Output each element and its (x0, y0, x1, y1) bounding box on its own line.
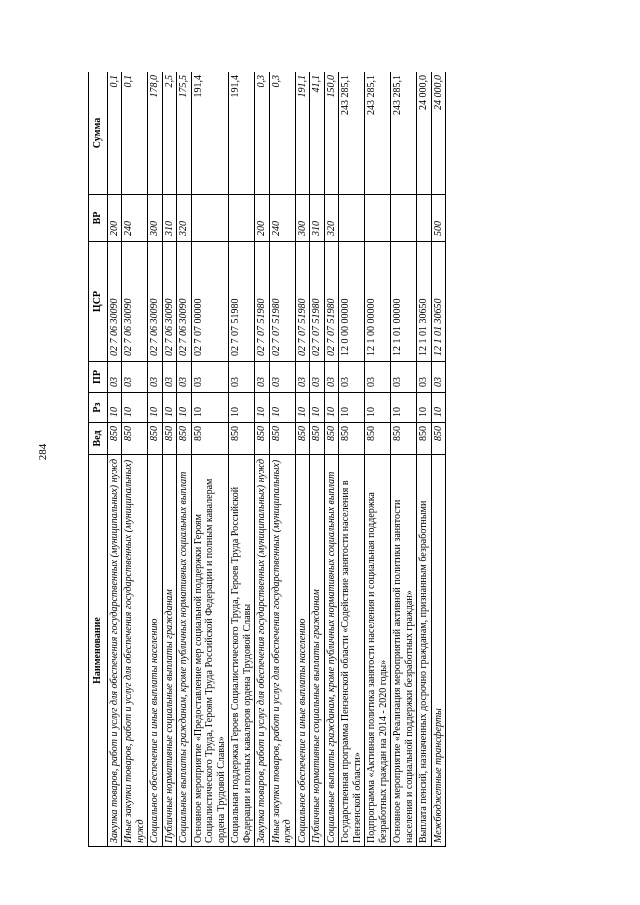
cell-vea: 850 (229, 423, 255, 455)
cell-sum: 0,1 (107, 72, 122, 195)
cell-rz: 10 (324, 393, 339, 423)
table-row (310, 72, 325, 847)
cell-csr: 02 7 06 30090 (122, 242, 148, 362)
cell-sum: 41,1 (310, 72, 325, 195)
cell-sum: 243 285,1 (339, 72, 365, 195)
cell-sum: 2,5 (162, 72, 177, 195)
cell-vr (191, 195, 229, 242)
cell-vr: 310 (162, 195, 177, 242)
table-row (431, 72, 446, 847)
cell-csr: 02 7 07 51980 (310, 242, 325, 362)
cell-vea: 850 (148, 423, 163, 455)
cell-pr: 03 (255, 362, 270, 393)
cell-vea: 850 (431, 423, 446, 455)
cell-vea: 850 (122, 423, 148, 455)
cell-csr: 02 7 07 51980 (229, 242, 255, 362)
cell-pr: 03 (107, 362, 122, 393)
cell-vr: 320 (324, 195, 339, 242)
table-row (162, 72, 177, 847)
table-row (191, 72, 229, 847)
cell-pr: 03 (391, 362, 417, 393)
cell-sum: 178,0 (148, 72, 163, 195)
cell-vea: 850 (417, 423, 432, 455)
cell-name: Основное мероприятие «Предоставление мер социальной поддержки Героям Социалистического Труда, Героям Труда Российской Федерации и полным кавалерам ордена Трудовой Славы» (191, 455, 229, 847)
cell-vr (417, 195, 432, 242)
table-row (365, 72, 391, 847)
cell-csr: 02 7 06 30090 (177, 242, 192, 362)
cell-pr: 03 (162, 362, 177, 393)
cell-csr: 02 7 07 51980 (324, 242, 339, 362)
cell-vr: 240 (269, 195, 295, 242)
cell-csr: 12 1 01 30650 (431, 242, 446, 362)
cell-vea: 850 (255, 423, 270, 455)
cell-vr: 200 (255, 195, 270, 242)
cell-vr: 500 (431, 195, 446, 242)
cell-rz: 10 (148, 393, 163, 423)
cell-vea: 850 (269, 423, 295, 455)
table-body (107, 72, 446, 847)
cell-rz: 10 (269, 393, 295, 423)
cell-pr: 03 (339, 362, 365, 393)
table-row (391, 72, 417, 847)
cell-sum: 191,4 (229, 72, 255, 195)
cell-vea: 850 (191, 423, 229, 455)
cell-name: Социальная поддержка Героев Социалистического Труда, Героев Труда Российской Федерации и полных кавалеров ордена Трудовой Славы (229, 455, 255, 847)
cell-pr: 03 (122, 362, 148, 393)
cell-vr: 300 (148, 195, 163, 242)
cell-name: Социальное обеспечение и иные выплаты населению (148, 455, 163, 847)
cell-rz: 10 (417, 393, 432, 423)
cell-name: Межбюджетные трансферты (431, 455, 446, 847)
cell-pr: 03 (417, 362, 432, 393)
cell-pr: 03 (324, 362, 339, 393)
cell-name: Подпрограмма «Активная политика занятости населения и социальная поддержка безработных граждан на 2014 - 2020 годы» (365, 455, 391, 847)
rotated-content (88, 72, 446, 847)
cell-pr: 03 (365, 362, 391, 393)
cell-rz: 10 (295, 393, 310, 423)
header-rz: Рз (89, 393, 108, 423)
cell-pr: 03 (229, 362, 255, 393)
cell-name: Иные закупки товаров, работ и услуг для обеспечения государственных (муниципальных) нужд (269, 455, 295, 847)
table-row (255, 72, 270, 847)
cell-vea: 850 (391, 423, 417, 455)
cell-rz: 10 (122, 393, 148, 423)
cell-sum: 175,5 (177, 72, 192, 195)
cell-rz: 10 (162, 393, 177, 423)
cell-name: Социальное обеспечение и иные выплаты населению (295, 455, 310, 847)
cell-sum: 0,1 (122, 72, 148, 195)
cell-vr (391, 195, 417, 242)
cell-vr: 300 (295, 195, 310, 242)
cell-vea: 850 (177, 423, 192, 455)
cell-vea: 850 (162, 423, 177, 455)
cell-sum: 150,0 (324, 72, 339, 195)
cell-name: Закупка товаров, работ и услуг для обеспечения государственных (муниципальных) нужд (107, 455, 122, 847)
cell-vea: 850 (107, 423, 122, 455)
cell-sum: 191,4 (191, 72, 229, 195)
table-row (122, 72, 148, 847)
table-header-row (89, 72, 108, 847)
cell-vr: 200 (107, 195, 122, 242)
cell-csr: 02 7 07 51980 (269, 242, 295, 362)
cell-rz: 10 (177, 393, 192, 423)
cell-pr: 03 (295, 362, 310, 393)
cell-name: Иные закупки товаров, работ и услуг для обеспечения государственных (муниципальных) нужд (122, 455, 148, 847)
header-name: Наименование (89, 455, 108, 847)
cell-vea: 850 (324, 423, 339, 455)
cell-sum: 0,3 (255, 72, 270, 195)
table-row (417, 72, 432, 847)
cell-vr: 240 (122, 195, 148, 242)
cell-sum: 243 285,1 (365, 72, 391, 195)
table-row (324, 72, 339, 847)
cell-vr: 320 (177, 195, 192, 242)
cell-name: Закупка товаров, работ и услуг для обеспечения государственных (муниципальных) нужд (255, 455, 270, 847)
cell-csr: 12 1 00 00000 (365, 242, 391, 362)
cell-name: Социальные выплаты гражданам, кроме публичных нормативных социальных выплат (177, 455, 192, 847)
table-row (295, 72, 310, 847)
cell-name: Государственная программа Пензенской области «Содействие занятости населения в Пензенской области» (339, 455, 365, 847)
cell-csr: 02 7 07 51980 (295, 242, 310, 362)
table-row (148, 72, 163, 847)
cell-rz: 10 (255, 393, 270, 423)
table-row (177, 72, 192, 847)
table-row (269, 72, 295, 847)
cell-pr: 03 (148, 362, 163, 393)
cell-rz: 10 (365, 393, 391, 423)
cell-rz: 10 (391, 393, 417, 423)
cell-vr (229, 195, 255, 242)
cell-rz: 10 (191, 393, 229, 423)
cell-sum: 24 000,0 (431, 72, 446, 195)
rotated-sheet (88, 72, 555, 847)
cell-name: Выплата пенсий, назначенных досрочно гражданам, признанным безработными (417, 455, 432, 847)
cell-csr: 12 1 01 00000 (391, 242, 417, 362)
cell-rz: 10 (229, 393, 255, 423)
cell-rz: 10 (431, 393, 446, 423)
cell-vr (365, 195, 391, 242)
cell-vea: 850 (310, 423, 325, 455)
table-row (339, 72, 365, 847)
cell-vea: 850 (365, 423, 391, 455)
cell-rz: 10 (339, 393, 365, 423)
table-row (229, 72, 255, 847)
page-number: 284 (37, 443, 49, 461)
cell-name: Публичные нормативные социальные выплаты гражданам (310, 455, 325, 847)
cell-name: Публичные нормативные социальные выплаты гражданам (162, 455, 177, 847)
header-pr: ПР (89, 362, 108, 393)
cell-csr: 02 7 06 30090 (107, 242, 122, 362)
header-vea: Вед (89, 423, 108, 455)
cell-sum: 191,1 (295, 72, 310, 195)
cell-vr (339, 195, 365, 242)
header-csr: ЦСР (89, 242, 108, 362)
budget-table (88, 72, 446, 847)
cell-csr: 12 1 01 30650 (417, 242, 432, 362)
cell-csr: 02 7 06 30090 (162, 242, 177, 362)
cell-csr: 02 7 07 51980 (255, 242, 270, 362)
cell-rz: 10 (107, 393, 122, 423)
cell-vr: 310 (310, 195, 325, 242)
cell-sum: 243 285,1 (391, 72, 417, 195)
cell-csr: 02 7 07 00000 (191, 242, 229, 362)
cell-pr: 03 (191, 362, 229, 393)
cell-pr: 03 (431, 362, 446, 393)
cell-name: Основное мероприятие «Реализация мероприятий активной политики занятости населения и социальной поддержки безработных граждан» (391, 455, 417, 847)
cell-sum: 0,3 (269, 72, 295, 195)
header-vr: ВР (89, 195, 108, 242)
cell-rz: 10 (310, 393, 325, 423)
table-row (107, 72, 122, 847)
cell-csr: 12 0 00 00000 (339, 242, 365, 362)
header-sum: Сумма (89, 72, 108, 195)
cell-name: Социальные выплаты гражданам, кроме публичных нормативных социальных выплат (324, 455, 339, 847)
cell-sum: 24 000,0 (417, 72, 432, 195)
cell-pr: 03 (310, 362, 325, 393)
cell-vea: 850 (339, 423, 365, 455)
cell-csr: 02 7 06 30090 (148, 242, 163, 362)
cell-pr: 03 (177, 362, 192, 393)
cell-vea: 850 (295, 423, 310, 455)
cell-pr: 03 (269, 362, 295, 393)
